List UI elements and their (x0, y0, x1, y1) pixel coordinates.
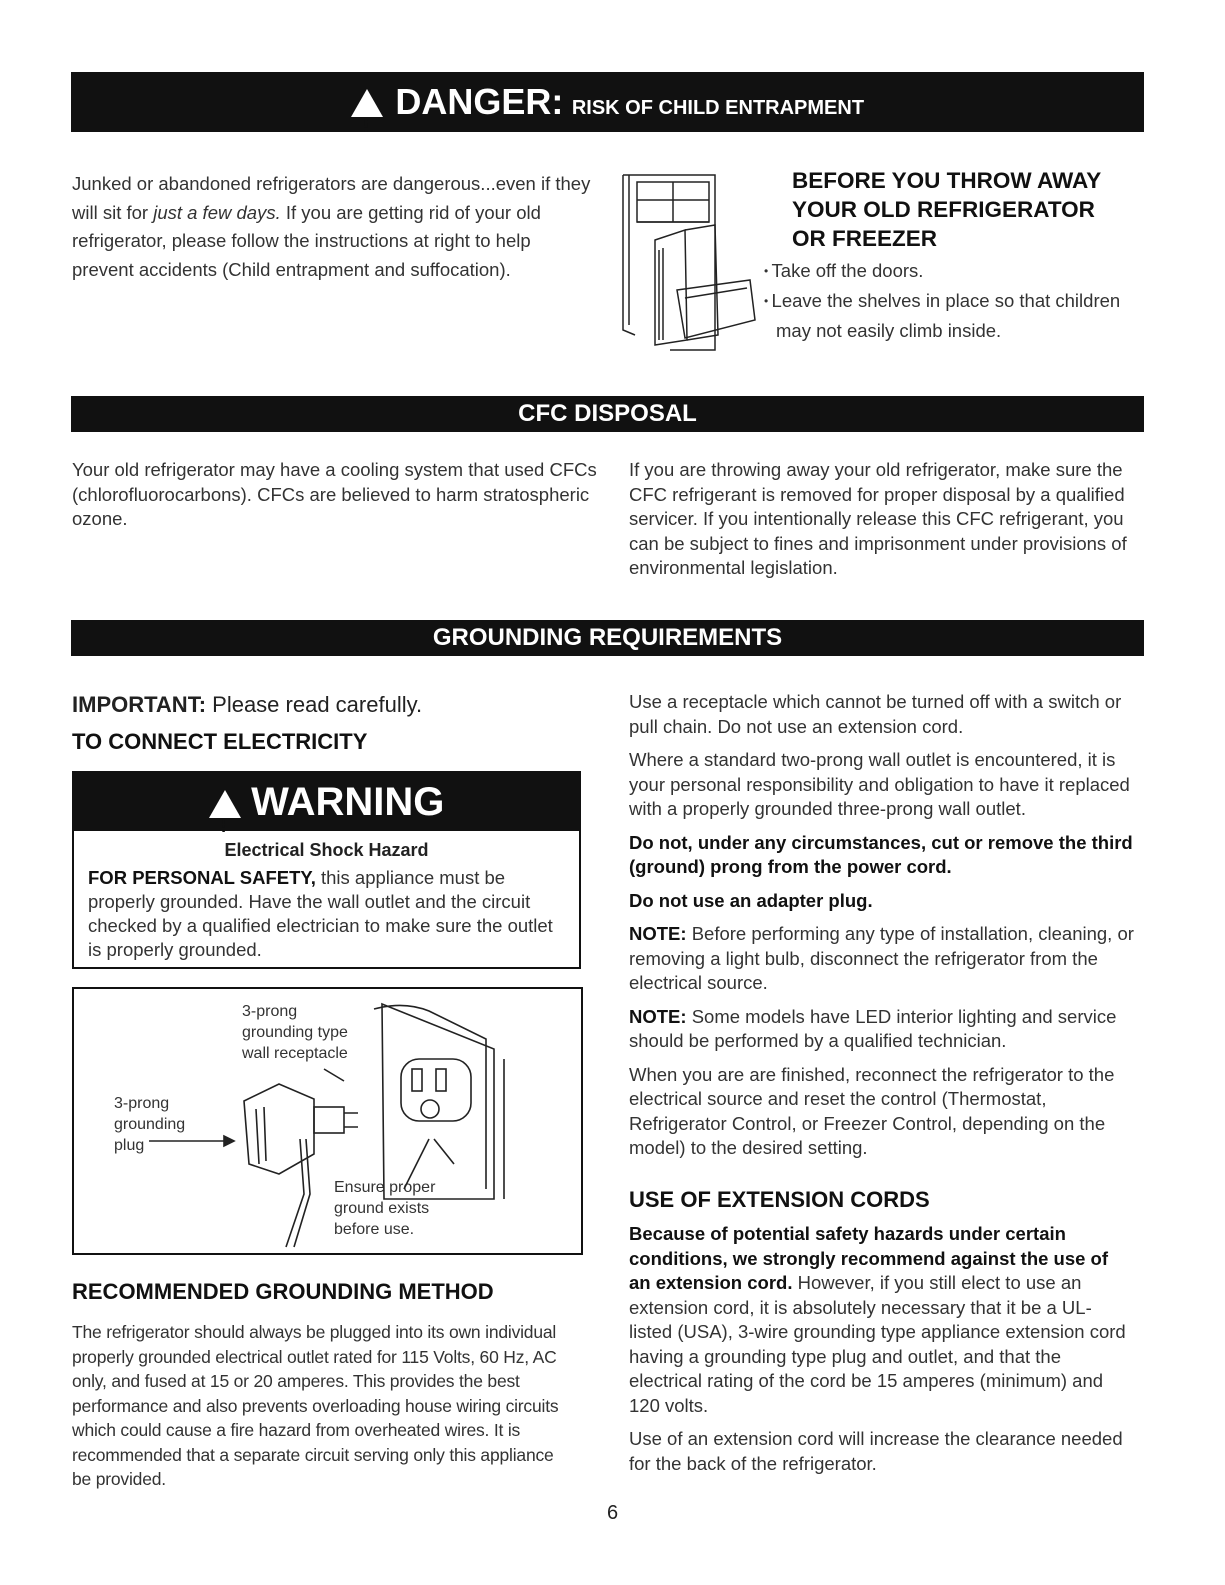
plug-and-outlet-illustration (74, 989, 581, 1253)
adapter-warning: Do not use an adapter plug. (629, 889, 873, 911)
cfc-right-text: If you are throwing away your old refrigerator, make sure the CFC refrigerant is removed for proper disposal by a qualified servicer. If you intentionally release this CFC refrigerant, you can be subject to fines and imprisonment under provisions of environmental legislation. (629, 459, 1127, 578)
warning-title: WARNING (251, 780, 445, 824)
cfc-disposal-banner (71, 396, 1144, 432)
throw-away-steps (764, 256, 1134, 346)
danger-intro: Junked or abandoned refrigerators are dangerous...even if they will sit for just a few days. If you are getting rid of your old refrigerator, please follow the instructions at right to help prevent accidents (Child entrapment and suffocation). (72, 173, 591, 280)
warning-triangle-icon (209, 790, 241, 818)
warning-triangle-icon (351, 89, 383, 117)
connect-electricity-heading: TO CONNECT ELECTRICITY (72, 729, 368, 754)
important-line: IMPORTANT: Please read carefully. (72, 692, 423, 717)
grounding-banner (71, 620, 1144, 656)
ensure-ground-label: Ensure proper ground exists before use. (334, 1179, 436, 1238)
warning-box (72, 771, 581, 969)
receptacle-label: 3-prong grounding type wall receptacle (242, 1003, 348, 1062)
list-item: • Leave the shelves in place so that children may not easily climb inside. (764, 286, 1134, 346)
open-refrigerator-illustration (615, 170, 760, 355)
danger-title: DANGER: (395, 81, 564, 122)
note-led: NOTE: Some models have LED interior lighting and service should be performed by a qualified technician. (629, 1005, 1117, 1051)
reconnect-paragraph: When you are are finished, reconnect the refrigerator to the electrical source and reset the control (Thermostat, Refrigerator Control, or Freezer Control, depending on the model) to the desired setting. (629, 1063, 1115, 1158)
warning-header (74, 773, 579, 831)
cfc-title: CFC DISPOSAL (518, 400, 697, 427)
danger-banner (71, 72, 1144, 132)
extension-cords-heading: USE OF EXTENSION CORDS (629, 1187, 930, 1212)
before-throw-away-heading: BEFORE YOU THROW AWAY YOUR OLD REFRIGERATOR OR FREEZER (792, 168, 1101, 251)
grounding-right-column (629, 690, 1144, 1170)
danger-subtitle: RISK OF CHILD ENTRAPMENT (571, 97, 865, 119)
plug-label: 3-prong grounding plug (114, 1095, 186, 1154)
extension-cords-text: Because of potential safety hazards under certain conditions, we strongly recommend against the use of an extension cord. However, if you still elect to use an extension cord, it is absolutely necessary that it be a UL-listed (USA), 3-wire grounding type appliance extension cord having a grounding type plug and outlet, and that the electrical rating of the cord be 15 amperes (minimum) and 120 volts. Use of an extension cord will increase the clearance needed for the back of the refrigerator. (629, 1223, 1126, 1474)
warning-text: FOR PERSONAL SAFETY, this appliance must be properly grounded. Have the wall outlet and the circuit checked by a qualified electrician to make sure the outlet is properly grounded. (88, 867, 553, 960)
two-prong-paragraph: Where a standard two-prong wall outlet is encountered, it is your personal responsibility and obligation to have it replaced with a properly grounded three-prong wall outlet. (629, 749, 1130, 819)
warning-subtitle: Electrical Shock Hazard (224, 840, 429, 860)
grounding-title: GROUNDING REQUIREMENTS (432, 624, 783, 651)
page-number: 6 (606, 1502, 619, 1524)
receptacle-paragraph: Use a receptacle which cannot be turned off with a switch or pull chain. Do not use an extension cord. (629, 691, 1122, 737)
recommended-grounding-heading: RECOMMENDED GROUNDING METHOD (72, 1279, 494, 1304)
cfc-left-text: Your old refrigerator may have a cooling system that used CFCs (chlorofluorocarbons). CFCs are believed to harm stratospheric ozone. (72, 459, 597, 529)
grounding-diagram (72, 987, 583, 1255)
ground-prong-warning: Do not, under any circumstances, cut or remove the third (ground) prong from the power cord. (629, 831, 1133, 877)
list-item: • Take off the doors. (764, 256, 1134, 286)
note-disconnect: NOTE: Before performing any type of installation, cleaning, or removing a light bulb, disconnect the refrigerator from the electrical source. (629, 923, 1134, 993)
recommended-grounding-text: The refrigerator should always be plugged into its own individual properly grounded electrical outlet rated for 115 Volts, 60 Hz, AC only, and fused at 15 or 20 amperes. This provides the best performance and also prevents overloading house wiring circuits which could cause a fire hazard from overheated wires. It is recommended that a separate circuit serving only this appliance be provided. (72, 1322, 559, 1489)
